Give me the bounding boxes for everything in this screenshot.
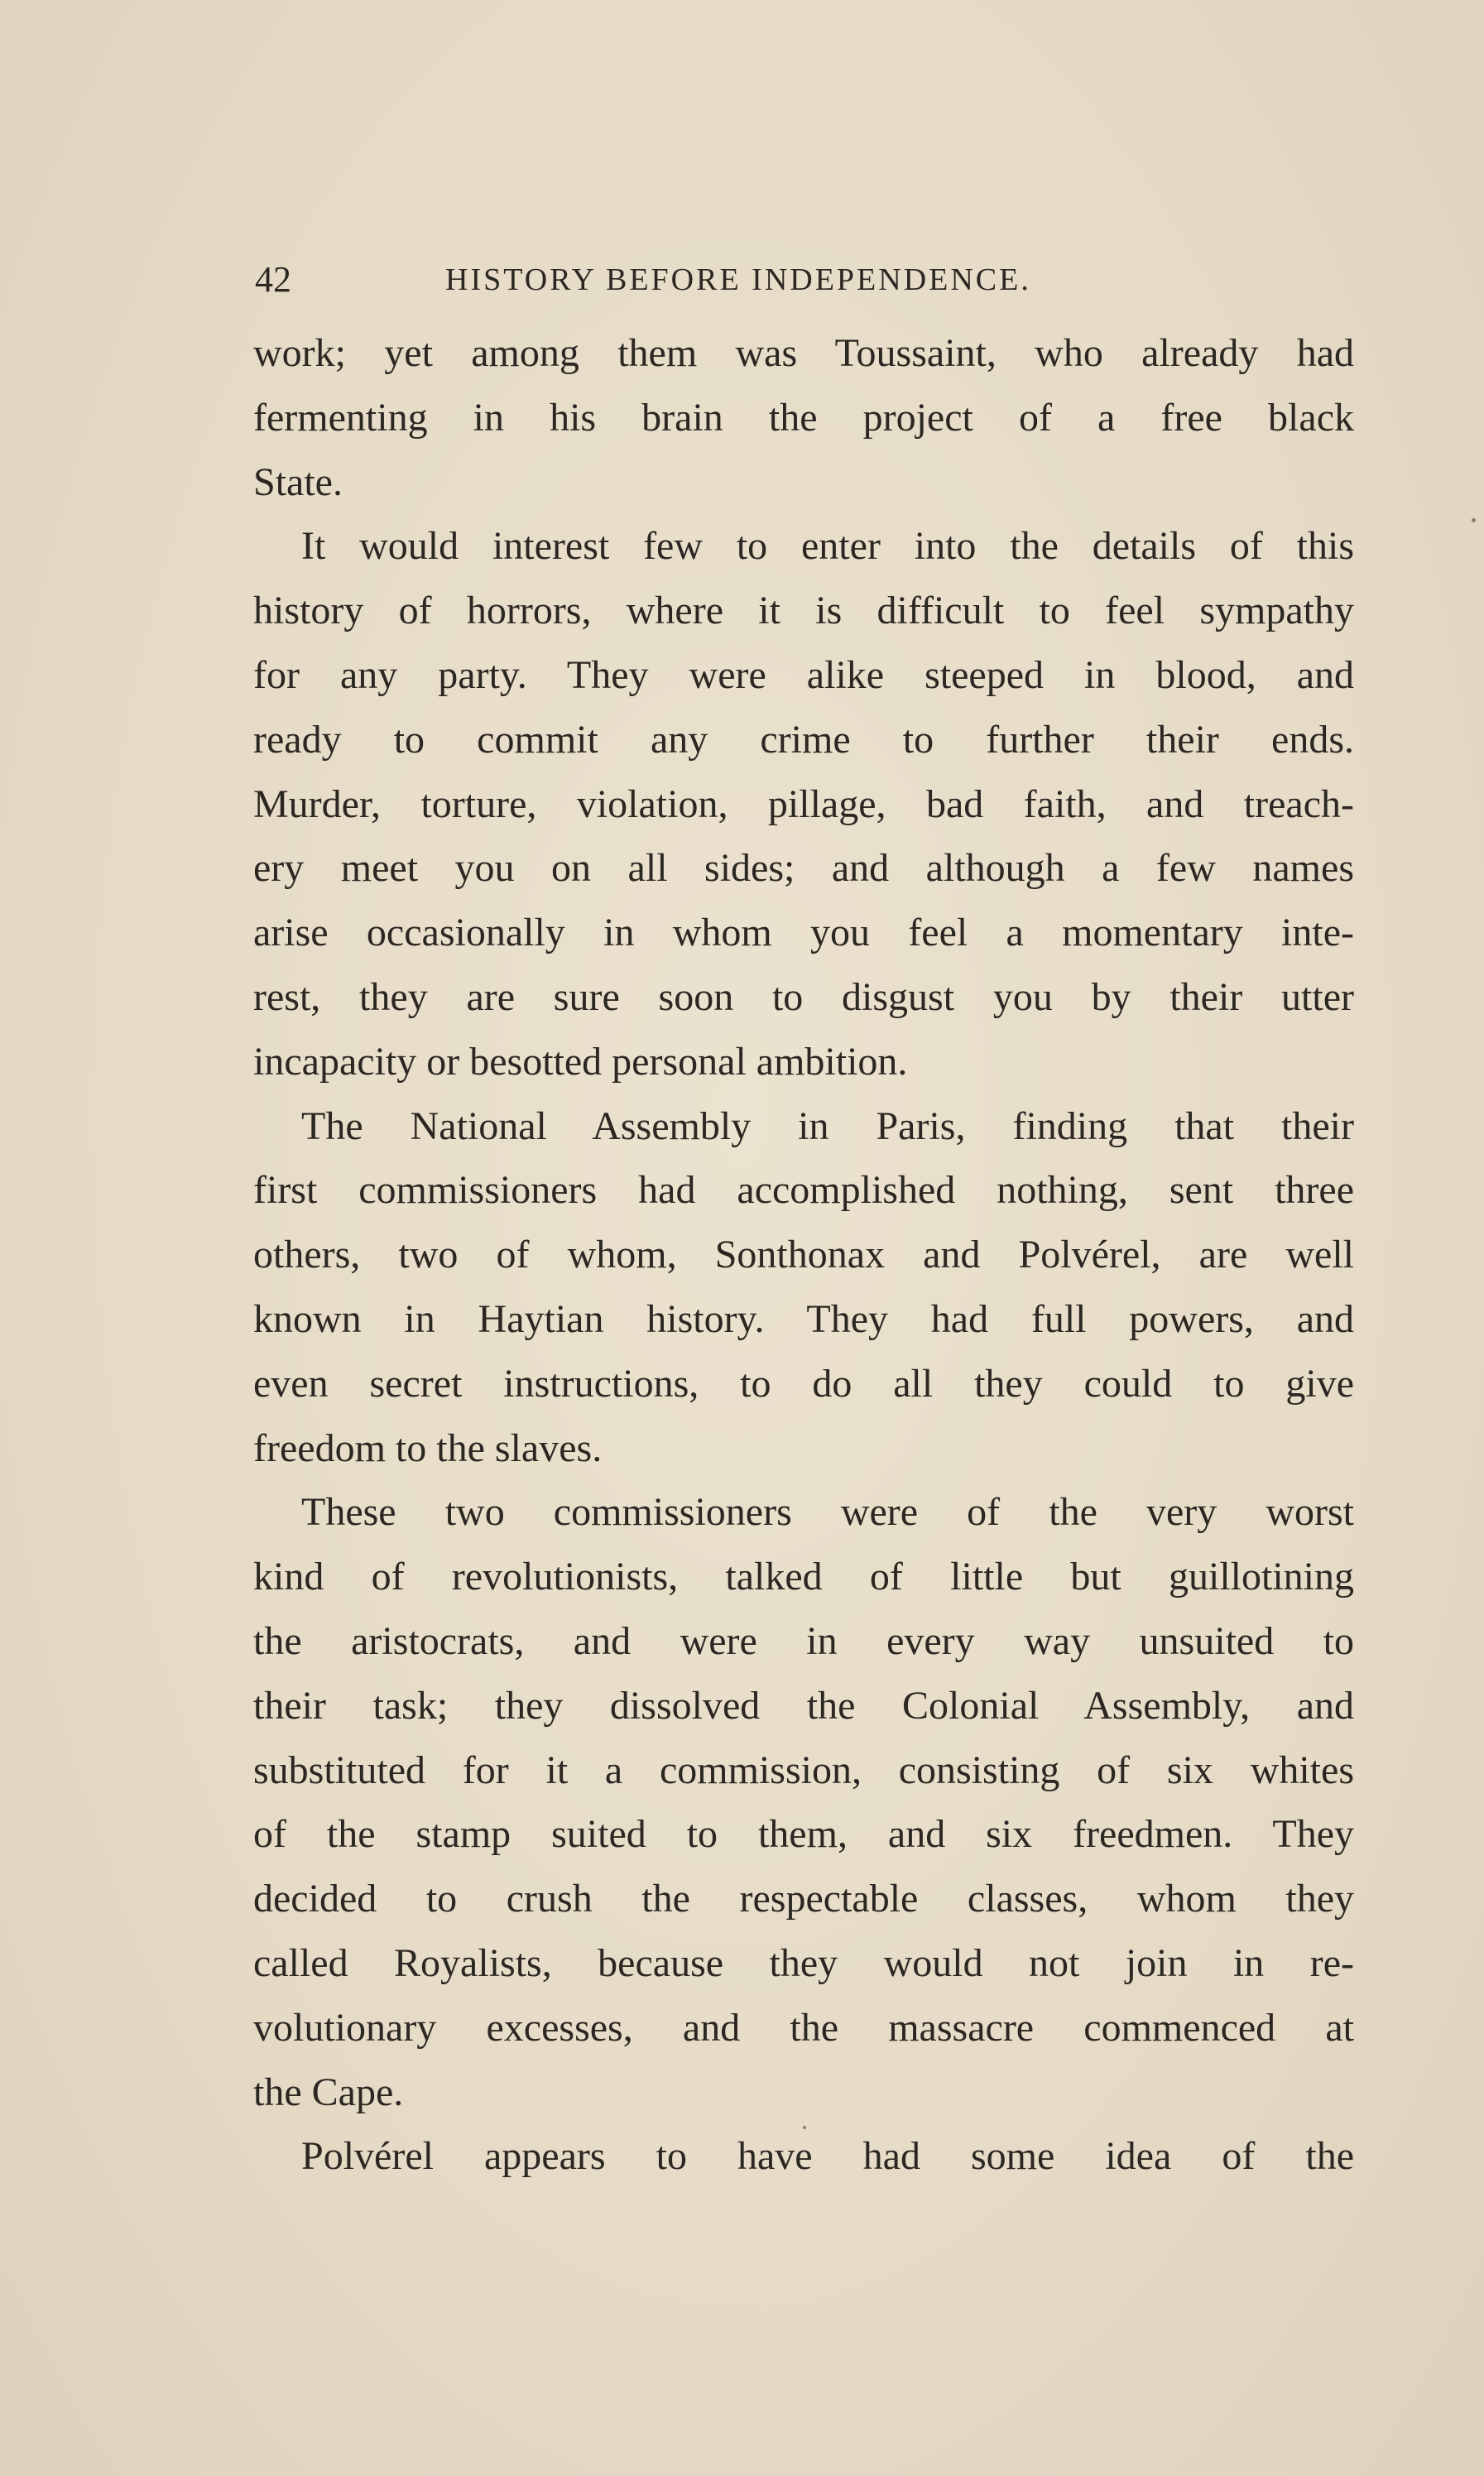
text-line: rest, they are sure soon to disgust you by their utter (253, 974, 1354, 1019)
text-line: arise occasionally in whom you feel a momentary inte- (253, 911, 1354, 955)
text-line: work; yet among them was Toussaint, who already had (253, 331, 1354, 375)
text-line: known in Haytian history. They had full powers, and (253, 1296, 1354, 1341)
text-line: called Royalists, because they would not join in re- (253, 1940, 1354, 1985)
page-header (255, 258, 1207, 308)
text-line: decided to crush the respectable classes, whom they (253, 1877, 1354, 1921)
paragraph (253, 1094, 1354, 1481)
text-line: history of horrors, where it is difficult to feel sympathy (253, 589, 1354, 633)
text-line: ready to commit any crime to further their ends. (253, 717, 1354, 762)
text-line: volutionary excesses, and the massacre commenced at (253, 2005, 1354, 2050)
text-line: the Cape. (253, 2070, 404, 2114)
paragraph (253, 321, 1354, 514)
text-line: Murder, torture, violation, pillage, bad faith, and treach- (253, 781, 1354, 826)
text-line: Polvérel appears to have had some idea of the (301, 2134, 1354, 2179)
page-number: 42 (255, 259, 291, 300)
text-line: ery meet you on all sides; and although a few names (253, 846, 1354, 891)
text-line: even secret instructions, to do all they could to give (253, 1361, 1354, 1406)
text-line: fermenting in his brain the project of a free black (253, 395, 1354, 440)
text-line: for any party. They were alike steeped in blood, and (253, 652, 1354, 697)
text-line: kind of revolutionists, talked of little but guillotining (253, 1555, 1354, 1599)
text-line: others, two of whom, Sonthonax and Polvérel, are well (253, 1233, 1354, 1277)
paper-speck (1472, 518, 1476, 522)
text-line: incapacity or besotted personal ambition. (253, 1039, 908, 1084)
paragraph (253, 514, 1354, 1094)
text-line: State. (253, 459, 343, 504)
text-line: of the stamp suited to them, and six freedmen. They (253, 1812, 1354, 1857)
paper-speck (803, 2126, 806, 2129)
text-line: first commissioners had accomplished nothing, sent three (253, 1168, 1354, 1213)
text-line: freedom to the slaves. (253, 1426, 603, 1470)
text-line: their task; they dissolved the Colonial Assembly, and (253, 1683, 1354, 1728)
text-line: These two commissioners were of the very worst (301, 1490, 1354, 1535)
paragraph (253, 1480, 1354, 2124)
body-text (253, 321, 1354, 2189)
text-line: It would interest few to enter into the details of this (301, 524, 1354, 569)
running-head: HISTORY BEFORE INDEPENDENCE. (445, 262, 1031, 297)
text-line: The National Assembly in Paris, finding that their (301, 1103, 1354, 1148)
paragraph (253, 2124, 1354, 2189)
text-line: substituted for it a commission, consisting of six whites (253, 1748, 1354, 1792)
text-line: the aristocrats, and were in every way unsuited to (253, 1618, 1354, 1663)
